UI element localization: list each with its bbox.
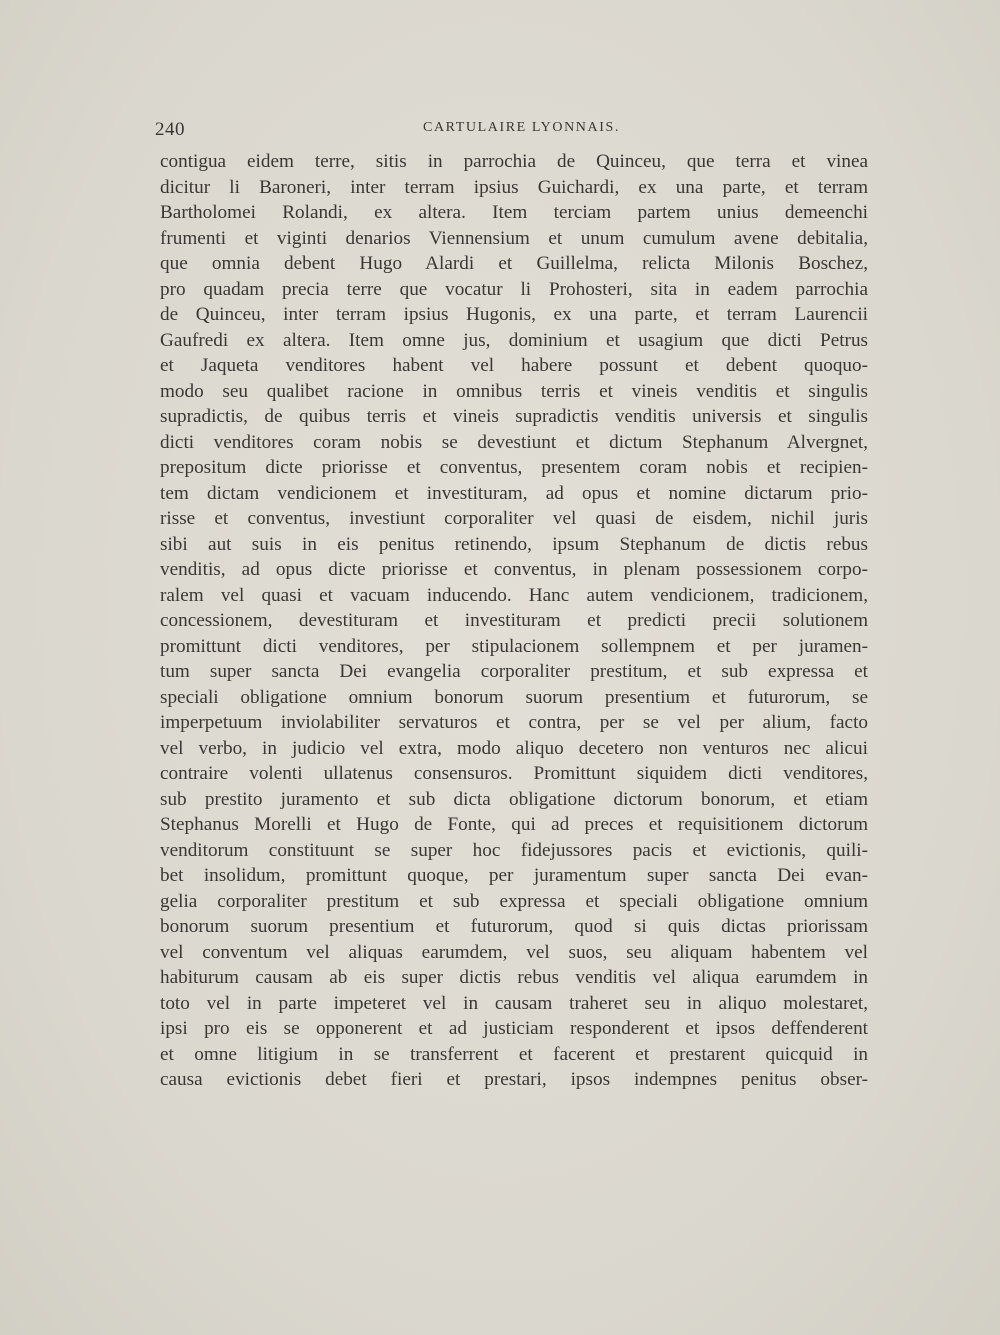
text-line: habiturum causam ab eis super dictis rebus venditis vel aliqua earumdem in: [160, 967, 868, 988]
text-line: vel conventum vel aliquas earumdem, vel suos, seu aliquam habentem vel: [160, 941, 868, 963]
running-title: CARTULAIRE LYONNAIS.: [423, 120, 620, 135]
text-line: modo seu qualibet racione in omnibus terris et vineis venditis et singulis: [160, 380, 868, 402]
text-line: toto vel in parte impeteret vel in causam traheret seu in aliquo molestaret,: [160, 992, 868, 1014]
text-line: imperpetuum inviolabiliter servaturos et contra, per se vel per alium, facto: [160, 712, 868, 733]
text-line: contigua eidem terre, sitis in parrochia de Quinceu, que terra et vinea: [160, 151, 868, 172]
body-text: [160, 149, 868, 1093]
text-line: de Quinceu, inter terram ipsius Hugonis, ex una parte, et terram Laurencii: [160, 304, 868, 325]
text-line: promittunt dicti venditores, per stipulacionem sollempnem et per juramen-: [160, 635, 868, 657]
text-line: bet insolidum, promittunt quoque, per juramentum super sancta Dei evan-: [160, 865, 868, 886]
text-line: risse et conventus, investiunt corporaliter vel quasi de eisdem, nichil juris: [160, 508, 868, 529]
text-line: concessionem, devestituram et investituram et predicti precii solutionem: [160, 610, 868, 631]
text-line: gelia corporaliter prestitum et sub expressa et speciali obligatione omnium: [160, 890, 868, 912]
text-line: que omnia debent Hugo Alardi et Guillelma, relicta Milonis Boschez,: [160, 253, 868, 274]
text-line: bonorum suorum presentium et futurorum, quod si quis dictas priorissam: [160, 916, 868, 937]
text-line: causa evictionis debet fieri et prestari, ipsos indempnes penitus obser-: [160, 1069, 868, 1090]
page-number: 240: [155, 119, 185, 140]
text-line: tum super sancta Dei evangelia corporaliter prestitum, et sub expressa et: [160, 661, 868, 682]
text-line: contraire volenti ullatenus consensuros. Promittunt siquidem dicti venditores,: [160, 763, 868, 784]
text-line: sub prestito juramento et sub dicta obligatione dictorum bonorum, et etiam: [160, 788, 868, 810]
text-line: et omne litigium in se transferrent et facerent et prestarent quicquid in: [160, 1043, 868, 1065]
text-line: prepositum dicte priorisse et conventus, presentem coram nobis et recipien-: [160, 457, 868, 478]
text-line: frumenti et viginti denarios Viennensium et unum cumulum avene debitalia,: [160, 227, 868, 249]
text-line: venditis, ad opus dicte priorisse et conventus, in plenam possessionem corpo-: [160, 559, 868, 580]
text-line: speciali obligatione omnium bonorum suorum presentium et futurorum, se: [160, 686, 868, 708]
text-line: ralem vel quasi et vacuam inducendo. Hanc autem vendicionem, tradicionem,: [160, 584, 868, 606]
text-line: supradictis, de quibus terris et vineis supradictis venditis universis et singulis: [160, 406, 868, 427]
text-line: vel verbo, in judicio vel extra, modo aliquo decetero non venturos nec alicui: [160, 737, 868, 759]
text-line: tem dictam vendicionem et investituram, ad opus et nomine dictarum prio-: [160, 482, 868, 504]
text-line: ipsi pro eis se opponerent et ad justiciam responderent et ipsos deffenderent: [160, 1018, 868, 1039]
text-line: et Jaqueta venditores habent vel habere possunt et debent quoquo-: [160, 355, 868, 376]
page-header: [153, 116, 866, 142]
text-line: Stephanus Morelli et Hugo de Fonte, qui ad preces et requisitionem dictorum: [160, 814, 868, 835]
text-line: sibi aut suis in eis penitus retinendo, ipsum Stephanum de dictis rebus: [160, 533, 868, 555]
text-line: dicti venditores coram nobis se devestiunt et dictum Stephanum Alvergnet,: [160, 431, 868, 453]
text-line: venditorum constituunt se super hoc fidejussores pacis et evictionis, quili-: [160, 839, 868, 861]
text-line: Gaufredi ex altera. Item omne jus, dominium et usagium que dicti Petrus: [160, 329, 868, 351]
text-line: pro quadam precia terre que vocatur li Prohosteri, sita in eadem parrochia: [160, 278, 868, 300]
text-line: Bartholomei Rolandi, ex altera. Item terciam partem unius demeenchi: [160, 202, 868, 223]
text-line: dicitur li Baroneri, inter terram ipsius Guichardi, ex una parte, et terram: [160, 176, 868, 198]
